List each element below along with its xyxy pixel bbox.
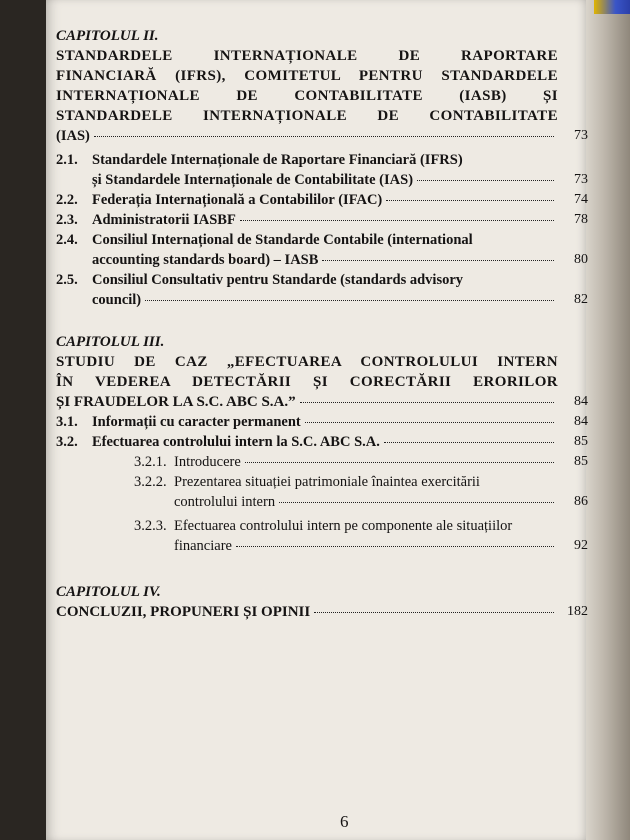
entry-text: Efectuarea controlului intern la S.C. ABC S.A. [92, 434, 380, 450]
chapter-label: CAPITOLUL III. [56, 334, 165, 350]
toc-entry-continued [56, 290, 588, 310]
entry-text: Standardele Internaționale de Raportare Financiară (IFRS) [92, 152, 463, 168]
entry-text: Informații cu caracter permanent [92, 414, 301, 430]
page-ref: 80 [574, 252, 588, 267]
page-ref: 92 [574, 538, 588, 553]
toc-subentry-continued [56, 492, 588, 512]
chapter-iv [56, 582, 588, 622]
entry-number: 2.3. [56, 212, 78, 228]
dot-leader [236, 546, 554, 547]
toc-subentry [56, 452, 588, 472]
chapter-title-line: STUDIU DE CAZ „EFECTUAREA CONTROLULUI INTERN [56, 354, 558, 370]
entry-number: 2.5. [56, 272, 78, 288]
page-ref: 73 [574, 128, 588, 143]
dot-leader [384, 442, 554, 443]
dot-leader [94, 136, 554, 137]
page-edge [586, 0, 630, 840]
entry-text: Administratorii IASBF [92, 212, 236, 228]
dot-leader [305, 422, 554, 423]
toc-entry [56, 230, 558, 250]
entry-text: Consiliul Consultativ pentru Standarde (standards advisory [92, 272, 464, 288]
entry-number: 3.2. [56, 434, 78, 450]
page-ref: 84 [574, 414, 588, 429]
toc-subentry-continued [56, 536, 588, 556]
chapter-title-last [56, 392, 588, 412]
entry-text: Federația Internațională a Contabililor (IFAC) [92, 192, 383, 208]
subentry-text: Prezentarea situației patrimoniale înaintea exercitării [174, 474, 480, 490]
dot-leader [240, 220, 554, 221]
toc-entry [56, 210, 588, 230]
page-ref: 86 [574, 494, 588, 509]
subentry-number: 3.2.2. [134, 474, 167, 490]
chapter-title-line: ÎN VEDEREA DETECTĂRII ȘI CORECTĂRII ERORILOR [56, 374, 558, 390]
dot-leader [279, 502, 554, 503]
page-ref: 74 [574, 192, 588, 207]
chapter-ii [56, 26, 588, 310]
dot-leader [245, 462, 554, 463]
entry-text: Consiliul Internațional de Standarde Contabile (international [92, 232, 473, 248]
page-ref: 84 [574, 394, 588, 409]
dot-leader [417, 180, 554, 181]
subentry-number: 3.2.3. [134, 518, 167, 534]
chapter-title-line: CONCLUZII, PROPUNERI ȘI OPINII [56, 604, 311, 620]
chapter-title-line: STANDARDELE INTERNAȚIONALE DE CONTABILITATE [56, 108, 558, 124]
toc-entry [56, 432, 588, 452]
entry-text: accounting standards board) – IASB [92, 252, 319, 268]
toc-entry [56, 412, 588, 432]
page-ref: 182 [567, 604, 588, 619]
entry-number: 2.2. [56, 192, 78, 208]
chapter-title-last [56, 602, 588, 622]
chapter-label: CAPITOLUL IV. [56, 584, 161, 600]
corner-tab [594, 0, 630, 14]
chapter-title-last [56, 126, 588, 146]
subentry-text: financiare [174, 538, 232, 554]
page-ref: 78 [574, 212, 588, 227]
page-ref: 85 [574, 434, 588, 449]
toc-subentry [56, 472, 558, 492]
dot-leader [386, 200, 554, 201]
toc-entry [56, 150, 558, 170]
dot-leader [145, 300, 554, 301]
entry-number: 3.1. [56, 414, 78, 430]
entry-number: 2.1. [56, 152, 78, 168]
page-ref: 73 [574, 172, 588, 187]
toc-entry-continued [56, 250, 588, 270]
chapter-iii [56, 332, 588, 556]
chapter-title-line: INTERNAȚIONALE DE CONTABILITATE (IASB) ȘI [56, 88, 558, 104]
subentry-text: controlului intern [174, 494, 276, 510]
chapter-title-line: FINANCIARĂ (IFRS), COMITETUL PENTRU STANDARDELE [56, 68, 558, 84]
chapter-title-line: (IAS) [56, 128, 90, 144]
toc-entry-continued [56, 170, 588, 190]
chapter-label: CAPITOLUL II. [56, 28, 159, 44]
subentry-text: Efectuarea controlului intern pe componente ale situațiilor [174, 518, 513, 534]
entry-text: și Standardele Internaționale de Contabilitate (IAS) [92, 172, 414, 188]
table-of-contents [56, 26, 588, 622]
toc-entry [56, 270, 558, 290]
chapter-title-line: STANDARDELE INTERNAȚIONALE DE RAPORTARE [56, 48, 558, 64]
page-ref: 82 [574, 292, 588, 307]
toc-subentry [56, 516, 558, 536]
dot-leader [300, 402, 554, 403]
chapter-title-line: ȘI FRAUDELOR LA S.C. ABC S.A.” [56, 394, 296, 410]
entry-number: 2.4. [56, 232, 78, 248]
subentry-number: 3.2.1. [134, 454, 167, 470]
entry-text: council) [92, 292, 142, 308]
dot-leader [322, 260, 554, 261]
page-ref: 85 [574, 454, 588, 469]
dot-leader [314, 612, 554, 613]
toc-entry [56, 190, 588, 210]
page-number: 6 [340, 812, 349, 831]
subentry-text: Introducere [174, 454, 241, 470]
